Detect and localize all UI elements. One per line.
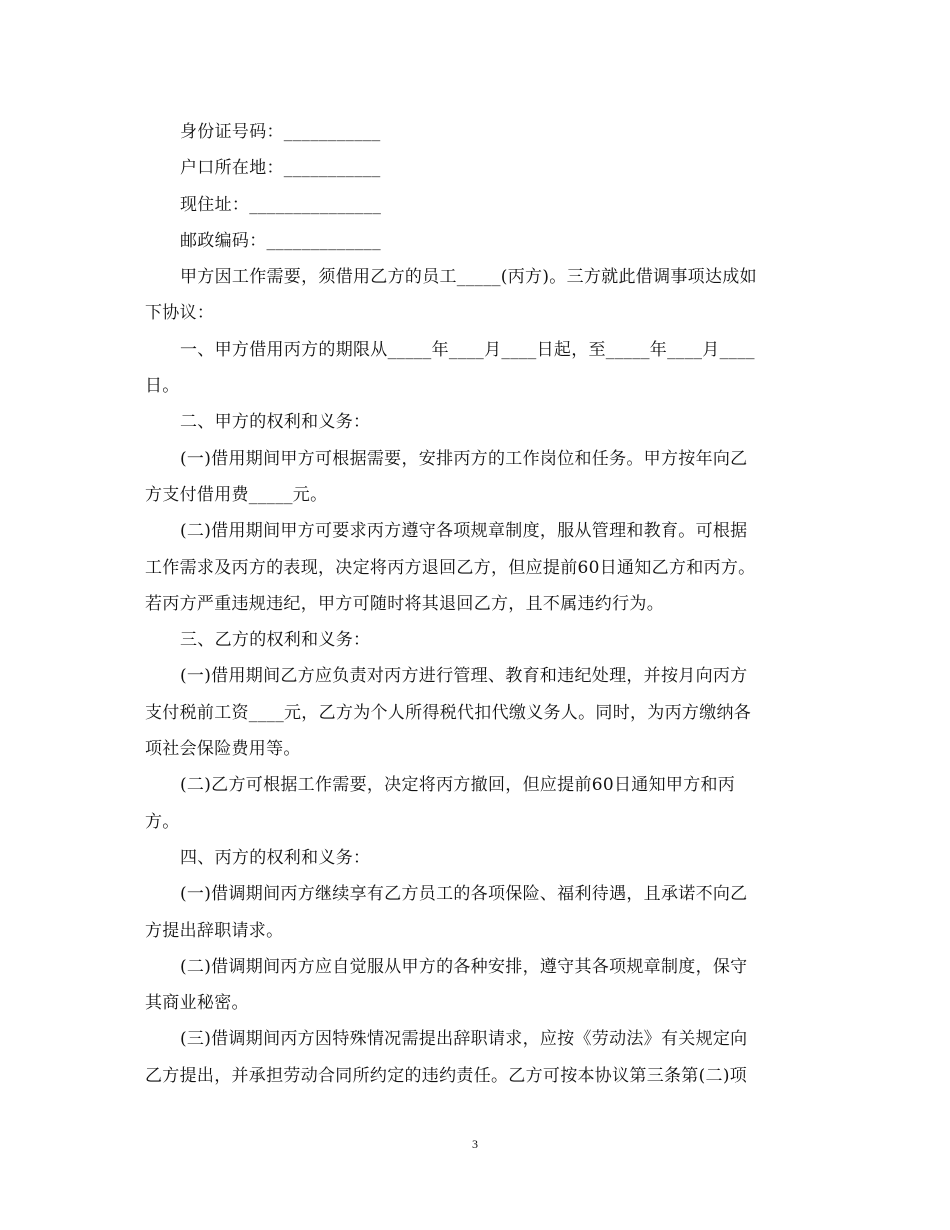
text-line: (一)借用期间乙方应负责对丙方进行管理、教育和违纪处理，并按月向丙方: [180, 666, 748, 687]
text-line: 项社会保险费用等。: [145, 739, 301, 760]
text-line: 其商业秘密。: [145, 993, 249, 1014]
text-line: 日。: [145, 376, 180, 397]
text-line: 户口所在地：___________: [180, 158, 381, 179]
text-line: (三)借调期间丙方因特殊情况需提出辞职请求，应按《劳动法》有关规定向: [180, 1029, 748, 1050]
document-body: [145, 114, 805, 1094]
text-line: 工作需求及丙方的表现，决定将丙方退回乙方，但应提前60日通知乙方和丙方。: [145, 557, 756, 578]
text-line: 邮政编码：_____________: [180, 230, 381, 251]
text-line: 现住址：_______________: [180, 194, 382, 215]
section-heading: 四、丙方的权利和义务：: [180, 847, 371, 868]
text-line: (二)借用期间甲方可要求丙方遵守各项规章制度，服从管理和教育。可根据: [180, 521, 748, 542]
text-line: 下协议：: [145, 303, 215, 324]
text-line: 甲方因工作需要，须借用乙方的员工_____(丙方)。三方就此借调事项达成如: [180, 267, 757, 288]
text-line: 方提出辞职请求。: [145, 920, 284, 941]
text-line: 支付税前工资____元，乙方为个人所得税代扣代缴义务人。同时，为丙方缴纳各: [145, 702, 752, 723]
text-line: (一)借用期间甲方可根据需要，安排丙方的工作岗位和任务。甲方按年向乙: [180, 448, 748, 469]
text-line: 若丙方严重违规违纪，甲方可随时将其退回乙方，且不属违约行为。: [145, 593, 664, 614]
text-line: 方支付借用费_____元。: [145, 484, 328, 505]
section-heading: 三、乙方的权利和义务：: [180, 630, 371, 651]
page-number: 3: [472, 1137, 478, 1151]
section-heading: 二、甲方的权利和义务：: [180, 412, 371, 433]
text-line: 一、甲方借用丙方的期限从_____年____月____日起，至_____年____月____: [180, 339, 755, 360]
text-line: 身份证号码：___________: [180, 122, 381, 142]
text-line: 乙方提出，并承担劳动合同所约定的违约责任。乙方可按本协议第三条第(二)项: [145, 1065, 748, 1086]
text-line: (一)借调期间丙方继续享有乙方员工的各项保险、福利待遇，且承诺不向乙: [180, 884, 748, 905]
text-line: 方。: [145, 811, 180, 832]
text-line: (二)借调期间丙方应自觉服从甲方的各种安排，遵守其各项规章制度，保守: [180, 956, 748, 977]
text-line: (二)乙方可根据工作需要，决定将丙方撤回，但应提前60日通知甲方和丙: [180, 775, 736, 796]
